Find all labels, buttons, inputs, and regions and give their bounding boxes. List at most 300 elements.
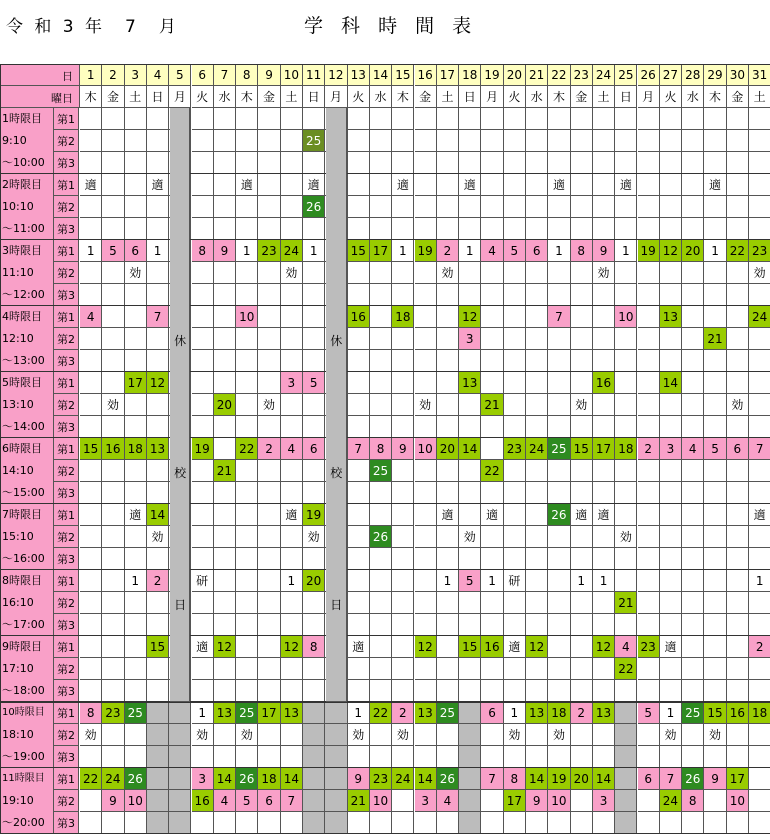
schedule-cell: 12 (459, 306, 481, 328)
sub-period-label: 第3 (54, 152, 79, 174)
schedule-cell (660, 746, 682, 768)
schedule-cell (415, 658, 437, 680)
sub-period-label: 第1 (54, 702, 79, 724)
schedule-cell (660, 108, 682, 130)
schedule-cell (660, 526, 682, 548)
schedule-cell (749, 394, 770, 416)
weekday-cell: 月 (481, 86, 503, 108)
schedule-cell: 適 (147, 174, 169, 196)
schedule-cell (682, 746, 704, 768)
schedule-cell (526, 658, 548, 680)
sub-period-label: 第3 (54, 680, 79, 702)
schedule-cell: 1 (437, 570, 459, 592)
period-name: 7時限目 (2, 508, 42, 521)
schedule-cell (571, 416, 593, 438)
schedule-cell (303, 306, 325, 328)
schedule-cell (415, 152, 437, 174)
schedule-cell (102, 416, 124, 438)
schedule-cell (682, 416, 704, 438)
schedule-cell: 18 (548, 702, 570, 724)
schedule-cell: 12 (660, 240, 682, 262)
schedule-cell (704, 658, 726, 680)
schedule-cell (325, 724, 347, 746)
schedule-cell: 14 (281, 768, 303, 790)
weekday-cell: 土 (437, 86, 459, 108)
schedule-cell (749, 108, 770, 130)
schedule-cell (481, 196, 503, 218)
weekday-cell: 日 (459, 86, 481, 108)
schedule-cell: 適 (348, 636, 370, 658)
schedule-cell: 19 (415, 240, 437, 262)
schedule-cell (459, 548, 481, 570)
schedule-cell (571, 152, 593, 174)
schedule-cell (258, 416, 280, 438)
schedule-cell (682, 636, 704, 658)
schedule-cell: 25 (125, 702, 147, 724)
schedule-cell (615, 680, 637, 702)
schedule-cell: 6 (727, 438, 749, 460)
schedule-cell: 5 (303, 372, 325, 394)
schedule-cell (571, 218, 593, 240)
schedule-cell (147, 768, 169, 790)
schedule-cell (638, 108, 660, 130)
schedule-cell (481, 262, 503, 284)
schedule-cell: 効 (571, 394, 593, 416)
period-start-time: 19:10 (2, 794, 34, 807)
weekday-cell: 日 (147, 86, 169, 108)
schedule-cell (258, 570, 280, 592)
sub-period-label: 第3 (54, 218, 79, 240)
schedule-cell (258, 746, 280, 768)
schedule-cell: 20 (214, 394, 236, 416)
schedule-cell: 13 (214, 702, 236, 724)
schedule-cell (504, 174, 526, 196)
schedule-cell (192, 130, 214, 152)
schedule-cell (125, 218, 147, 240)
schedule-cell (593, 746, 615, 768)
schedule-cell (236, 218, 258, 240)
schedule-cell: 1 (281, 570, 303, 592)
schedule-cell: 19 (548, 768, 570, 790)
sub-period-label: 第3 (54, 284, 79, 306)
schedule-cell (481, 724, 503, 746)
schedule-cell (704, 108, 726, 130)
schedule-cell (571, 724, 593, 746)
schedule-cell (504, 108, 526, 130)
schedule-cell (548, 746, 570, 768)
schedule-cell (682, 570, 704, 592)
schedule-cell (526, 306, 548, 328)
schedule-cell: 効 (125, 262, 147, 284)
schedule-cell (169, 702, 191, 724)
schedule-cell: 1 (303, 240, 325, 262)
schedule-cell: 10 (125, 790, 147, 812)
period-start-time: 12:10 (2, 332, 34, 345)
schedule-cell: 9 (704, 768, 726, 790)
period-label (0, 570, 54, 636)
schedule-cell (281, 548, 303, 570)
schedule-cell (571, 746, 593, 768)
schedule-cell (615, 702, 637, 724)
schedule-cell: 適 (437, 504, 459, 526)
schedule-cell (437, 196, 459, 218)
sub-period-label: 第3 (54, 812, 79, 834)
schedule-cell (147, 152, 169, 174)
period-start-time: 17:10 (2, 662, 34, 675)
schedule-cell (704, 394, 726, 416)
schedule-cell (437, 614, 459, 636)
schedule-cell (749, 196, 770, 218)
schedule-cell (727, 614, 749, 636)
schedule-cell (526, 724, 548, 746)
schedule-cell (548, 812, 570, 834)
schedule-cell: 適 (481, 504, 503, 526)
schedule-cell (660, 218, 682, 240)
schedule-cell (504, 592, 526, 614)
schedule-cell (325, 768, 347, 790)
period-end-time: ～20:00 (2, 816, 45, 829)
period-start-time: 15:10 (2, 530, 34, 543)
schedule-cell (749, 416, 770, 438)
schedule-cell: 1 (593, 570, 615, 592)
schedule-cell: 効 (192, 724, 214, 746)
schedule-cell: 19 (638, 240, 660, 262)
schedule-cell (526, 262, 548, 284)
schedule-cell (281, 416, 303, 438)
sub-period-label: 第2 (54, 526, 79, 548)
schedule-cell (481, 174, 503, 196)
weekday-cell: 土 (593, 86, 615, 108)
schedule-cell (504, 196, 526, 218)
schedule-cell: 適 (281, 504, 303, 526)
schedule-cell (548, 614, 570, 636)
schedule-cell (281, 174, 303, 196)
schedule-cell (638, 790, 660, 812)
schedule-cell: 14 (415, 768, 437, 790)
schedule-cell (459, 504, 481, 526)
schedule-cell (571, 196, 593, 218)
schedule-cell (125, 394, 147, 416)
schedule-cell: 10 (415, 438, 437, 460)
schedule-cell (125, 416, 147, 438)
schedule-cell (258, 636, 280, 658)
sub-period-label: 第1 (54, 768, 79, 790)
schedule-cell (704, 812, 726, 834)
schedule-cell (348, 504, 370, 526)
schedule-cell: 適 (236, 174, 258, 196)
schedule-cell: 8 (192, 240, 214, 262)
schedule-cell (192, 658, 214, 680)
weekday-cell: 月 (169, 86, 191, 108)
period-name: 1時限目 (2, 112, 42, 125)
schedule-cell (392, 328, 414, 350)
day-number: 21 (526, 64, 548, 86)
schedule-cell (80, 746, 102, 768)
schedule-cell (593, 680, 615, 702)
schedule-cell: 効 (80, 724, 102, 746)
schedule-cell (303, 416, 325, 438)
schedule-cell (638, 130, 660, 152)
schedule-cell (392, 790, 414, 812)
schedule-cell (370, 482, 392, 504)
schedule-cell (727, 570, 749, 592)
schedule-cell (192, 548, 214, 570)
schedule-cell (749, 218, 770, 240)
schedule-cell (102, 526, 124, 548)
period-separator (0, 371, 770, 372)
schedule-cell (236, 746, 258, 768)
schedule-cell (437, 394, 459, 416)
schedule-cell: 1 (504, 702, 526, 724)
schedule-cell (481, 482, 503, 504)
schedule-cell (214, 482, 236, 504)
schedule-cell: 26 (548, 504, 570, 526)
schedule-cell (437, 460, 459, 482)
schedule-cell (392, 812, 414, 834)
schedule-cell (638, 592, 660, 614)
schedule-cell (481, 614, 503, 636)
schedule-cell (258, 548, 280, 570)
schedule-cell (147, 746, 169, 768)
schedule-cell: 24 (660, 790, 682, 812)
schedule-cell (615, 108, 637, 130)
schedule-cell (504, 328, 526, 350)
schedule-cell (258, 812, 280, 834)
schedule-cell: 2 (571, 702, 593, 724)
schedule-cell (147, 724, 169, 746)
schedule-cell (281, 526, 303, 548)
schedule-cell (437, 526, 459, 548)
schedule-cell (749, 460, 770, 482)
day-number: 24 (593, 64, 615, 86)
schedule-cell: 10 (548, 790, 570, 812)
schedule-cell (281, 328, 303, 350)
sub-period-label: 第3 (54, 746, 79, 768)
schedule-cell (102, 328, 124, 350)
day-number: 3 (125, 64, 147, 86)
schedule-cell (481, 218, 503, 240)
schedule-cell (147, 394, 169, 416)
schedule-cell (370, 548, 392, 570)
schedule-cell: 1 (147, 240, 169, 262)
schedule-cell (749, 680, 770, 702)
schedule-cell (214, 416, 236, 438)
schedule-cell (258, 218, 280, 240)
schedule-cell (303, 152, 325, 174)
schedule-cell (437, 636, 459, 658)
schedule-cell: 研 (504, 570, 526, 592)
schedule-cell: 1 (548, 240, 570, 262)
schedule-cell: 5 (638, 702, 660, 724)
schedule-cell: 14 (593, 768, 615, 790)
schedule-cell (682, 152, 704, 174)
schedule-cell: 22 (370, 702, 392, 724)
sub-period-label: 第2 (54, 658, 79, 680)
period-label (0, 108, 54, 174)
schedule-cell (102, 306, 124, 328)
schedule-cell: 18 (749, 702, 770, 724)
schedule-cell (325, 746, 347, 768)
schedule-cell (548, 482, 570, 504)
sub-period-label: 第1 (54, 306, 79, 328)
period-separator (0, 239, 770, 240)
schedule-cell (348, 372, 370, 394)
schedule-cell (348, 812, 370, 834)
schedule-cell (593, 306, 615, 328)
schedule-cell (682, 592, 704, 614)
schedule-cell (281, 614, 303, 636)
schedule-cell (526, 570, 548, 592)
schedule-cell (704, 284, 726, 306)
schedule-cell (526, 416, 548, 438)
schedule-cell (749, 790, 770, 812)
weekday-cell: 火 (504, 86, 526, 108)
schedule-cell (415, 614, 437, 636)
weekday-cell: 木 (236, 86, 258, 108)
schedule-cell (504, 394, 526, 416)
period-end-time: ～18:00 (2, 684, 45, 697)
schedule-cell (638, 306, 660, 328)
schedule-cell (415, 372, 437, 394)
schedule-cell (615, 790, 637, 812)
schedule-cell (102, 196, 124, 218)
schedule-cell: 6 (638, 768, 660, 790)
schedule-cell: 15 (348, 240, 370, 262)
schedule-cell: 21 (704, 328, 726, 350)
weekday-cell: 木 (548, 86, 570, 108)
schedule-cell: 2 (437, 240, 459, 262)
schedule-cell (392, 218, 414, 240)
schedule-cell (727, 218, 749, 240)
schedule-cell: 17 (258, 702, 280, 724)
schedule-cell (125, 328, 147, 350)
schedule-cell (437, 416, 459, 438)
schedule-cell: 5 (102, 240, 124, 262)
period-label (0, 702, 54, 768)
period-end-time: ～14:00 (2, 420, 45, 433)
schedule-cell (125, 592, 147, 614)
schedule-cell (437, 130, 459, 152)
weekday-cell: 土 (281, 86, 303, 108)
schedule-cell (593, 152, 615, 174)
sub-period-label: 第1 (54, 372, 79, 394)
schedule-cell: 適 (704, 174, 726, 196)
schedule-cell (281, 460, 303, 482)
schedule-cell (682, 812, 704, 834)
weekday-cell: 金 (571, 86, 593, 108)
schedule-cell (638, 262, 660, 284)
schedule-cell (125, 526, 147, 548)
schedule-cell (214, 504, 236, 526)
schedule-cell (236, 504, 258, 526)
schedule-cell (749, 350, 770, 372)
schedule-cell: 20 (571, 768, 593, 790)
schedule-cell (593, 460, 615, 482)
schedule-cell (437, 812, 459, 834)
schedule-cell (102, 636, 124, 658)
schedule-cell (548, 130, 570, 152)
schedule-cell (704, 262, 726, 284)
schedule-cell (281, 306, 303, 328)
schedule-cell (303, 284, 325, 306)
schedule-cell: 4 (281, 438, 303, 460)
schedule-cell (192, 482, 214, 504)
schedule-cell (392, 482, 414, 504)
schedule-cell (704, 570, 726, 592)
schedule-cell (236, 108, 258, 130)
schedule-cell (258, 724, 280, 746)
schedule-cell (526, 284, 548, 306)
schedule-cell (192, 416, 214, 438)
schedule-cell (615, 218, 637, 240)
schedule-cell (481, 680, 503, 702)
schedule-cell: 14 (147, 504, 169, 526)
schedule-cell (258, 526, 280, 548)
schedule-cell (125, 350, 147, 372)
day-number: 17 (437, 64, 459, 86)
schedule-cell (370, 636, 392, 658)
schedule-cell (125, 108, 147, 130)
schedule-cell (192, 174, 214, 196)
schedule-cell (749, 548, 770, 570)
schedule-cell (303, 592, 325, 614)
schedule-cell (192, 284, 214, 306)
schedule-cell (415, 328, 437, 350)
schedule-cell: 4 (80, 306, 102, 328)
schedule-cell (526, 592, 548, 614)
sub-period-label: 第1 (54, 636, 79, 658)
schedule-cell (682, 350, 704, 372)
schedule-cell (392, 350, 414, 372)
schedule-cell: 9 (526, 790, 548, 812)
schedule-cell (660, 416, 682, 438)
schedule-cell: 12 (147, 372, 169, 394)
schedule-cell (504, 262, 526, 284)
schedule-cell: 14 (526, 768, 548, 790)
schedule-cell (727, 152, 749, 174)
schedule-cell (459, 262, 481, 284)
schedule-cell (392, 262, 414, 284)
schedule-cell (682, 680, 704, 702)
period-name: 9時限目 (2, 640, 42, 653)
schedule-cell (236, 570, 258, 592)
schedule-cell (258, 658, 280, 680)
schedule-cell (303, 812, 325, 834)
schedule-cell: 14 (660, 372, 682, 394)
schedule-cell (660, 548, 682, 570)
schedule-cell: 15 (459, 636, 481, 658)
schedule-cell (660, 460, 682, 482)
schedule-cell (459, 812, 481, 834)
schedule-cell (80, 460, 102, 482)
schedule-cell (504, 130, 526, 152)
schedule-cell (571, 658, 593, 680)
schedule-cell (727, 174, 749, 196)
weekday-cell: 土 (125, 86, 147, 108)
period-name: 5時限目 (2, 376, 42, 389)
schedule-cell (80, 372, 102, 394)
schedule-cell (749, 658, 770, 680)
schedule-cell: 16 (348, 306, 370, 328)
schedule-cell (504, 284, 526, 306)
schedule-cell (459, 196, 481, 218)
schedule-cell: 8 (504, 768, 526, 790)
schedule-cell: 12 (593, 636, 615, 658)
schedule-cell (348, 460, 370, 482)
schedule-cell (214, 658, 236, 680)
schedule-cell: 4 (682, 438, 704, 460)
sub-period-label: 第2 (54, 724, 79, 746)
